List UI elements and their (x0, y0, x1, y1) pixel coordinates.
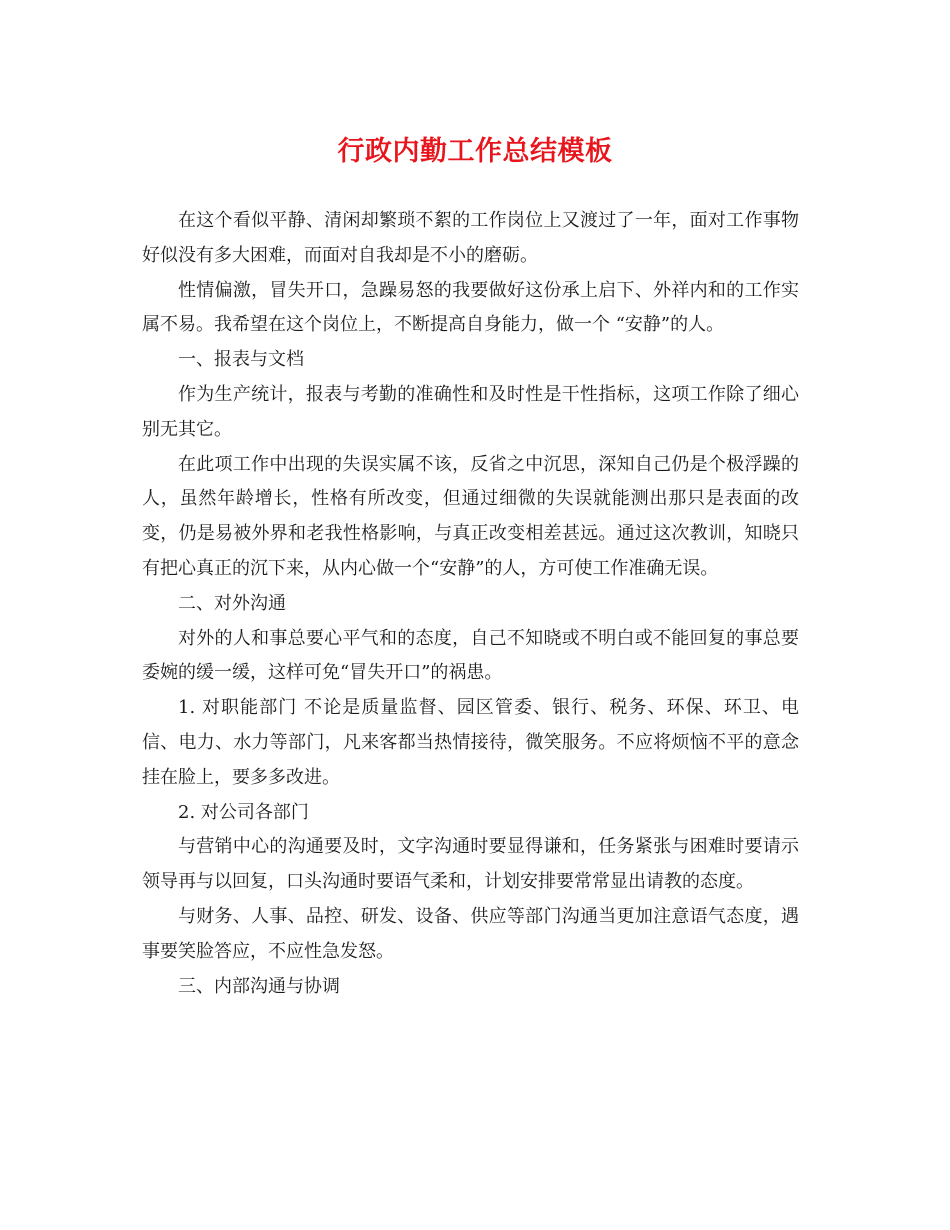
paragraph-departments-1: 与营销中心的沟通要及时，文字沟通时要显得谦和，任务紧张与困难时要请示领导再与以回复，口头沟通时要语气柔和，计划安排要常常显出请教的态度。 (142, 836, 799, 893)
section-heading-internal: 三、内部沟通与协调 (178, 975, 340, 997)
paragraph-external-2: 1. 对职能部门 不论是质量监督、园区管委、银行、税务、环保、环卫、电信、电力、水力等部门，凡来客都当热情接待，微笑服务。不应将烦恼不平的意念挂在脸上，要多多改进。 (142, 697, 799, 788)
paragraph-departments-2: 与财务、人事、品控、研发、设备、供应等部门沟通当更加注意语气态度，遇事要笑脸答应，不应性急发怒。 (142, 905, 799, 962)
document-body (142, 204, 799, 1004)
paragraph-intro-2: 性情偏激，冒失开口，急躁易怒的我要做好这份承上启下、外祥内和的工作实属不易。我希望在这个岗位上，不断提高自身能力，做一个 “安静”的人。 (142, 279, 799, 336)
section-heading-reports: 一、报表与文档 (178, 349, 304, 371)
paragraph-reports-2: 在此项工作中出现的失误实属不该，反省之中沉思，深知自己仍是个极浮躁的人，虽然年龄增长，性格有所改变，但通过细微的失误就能测出那只是表面的改变，仍是易被外界和老我性格影响，与真正改变相差甚远。通过这次教训，知晓只有把心真正的沉下来，从内心做一个“安静”的人，方可使工作准确无误。 (142, 453, 799, 579)
subheading-departments: 2. 对公司各部门 (178, 801, 309, 823)
paragraph-reports-1: 作为生产统计，报表与考勤的准确性和及时性是干性指标，这项工作除了细心别无其它。 (142, 383, 799, 440)
section-heading-external: 二、对外沟通 (178, 592, 286, 614)
paragraph-external-1: 对外的人和事总要心平气和的态度，自己不知晓或不明白或不能回复的事总要委婉的缓一缓，这样可免“冒失开口”的祸患。 (142, 627, 799, 684)
paragraph-intro-1: 在这个看似平静、清闲却繁琐不絮的工作岗位上又渡过了一年，面对工作事物好似没有多大困难，而面对自我却是不小的磨砺。 (142, 210, 799, 266)
document-title: 行政内勤工作总结模板 (337, 136, 613, 167)
